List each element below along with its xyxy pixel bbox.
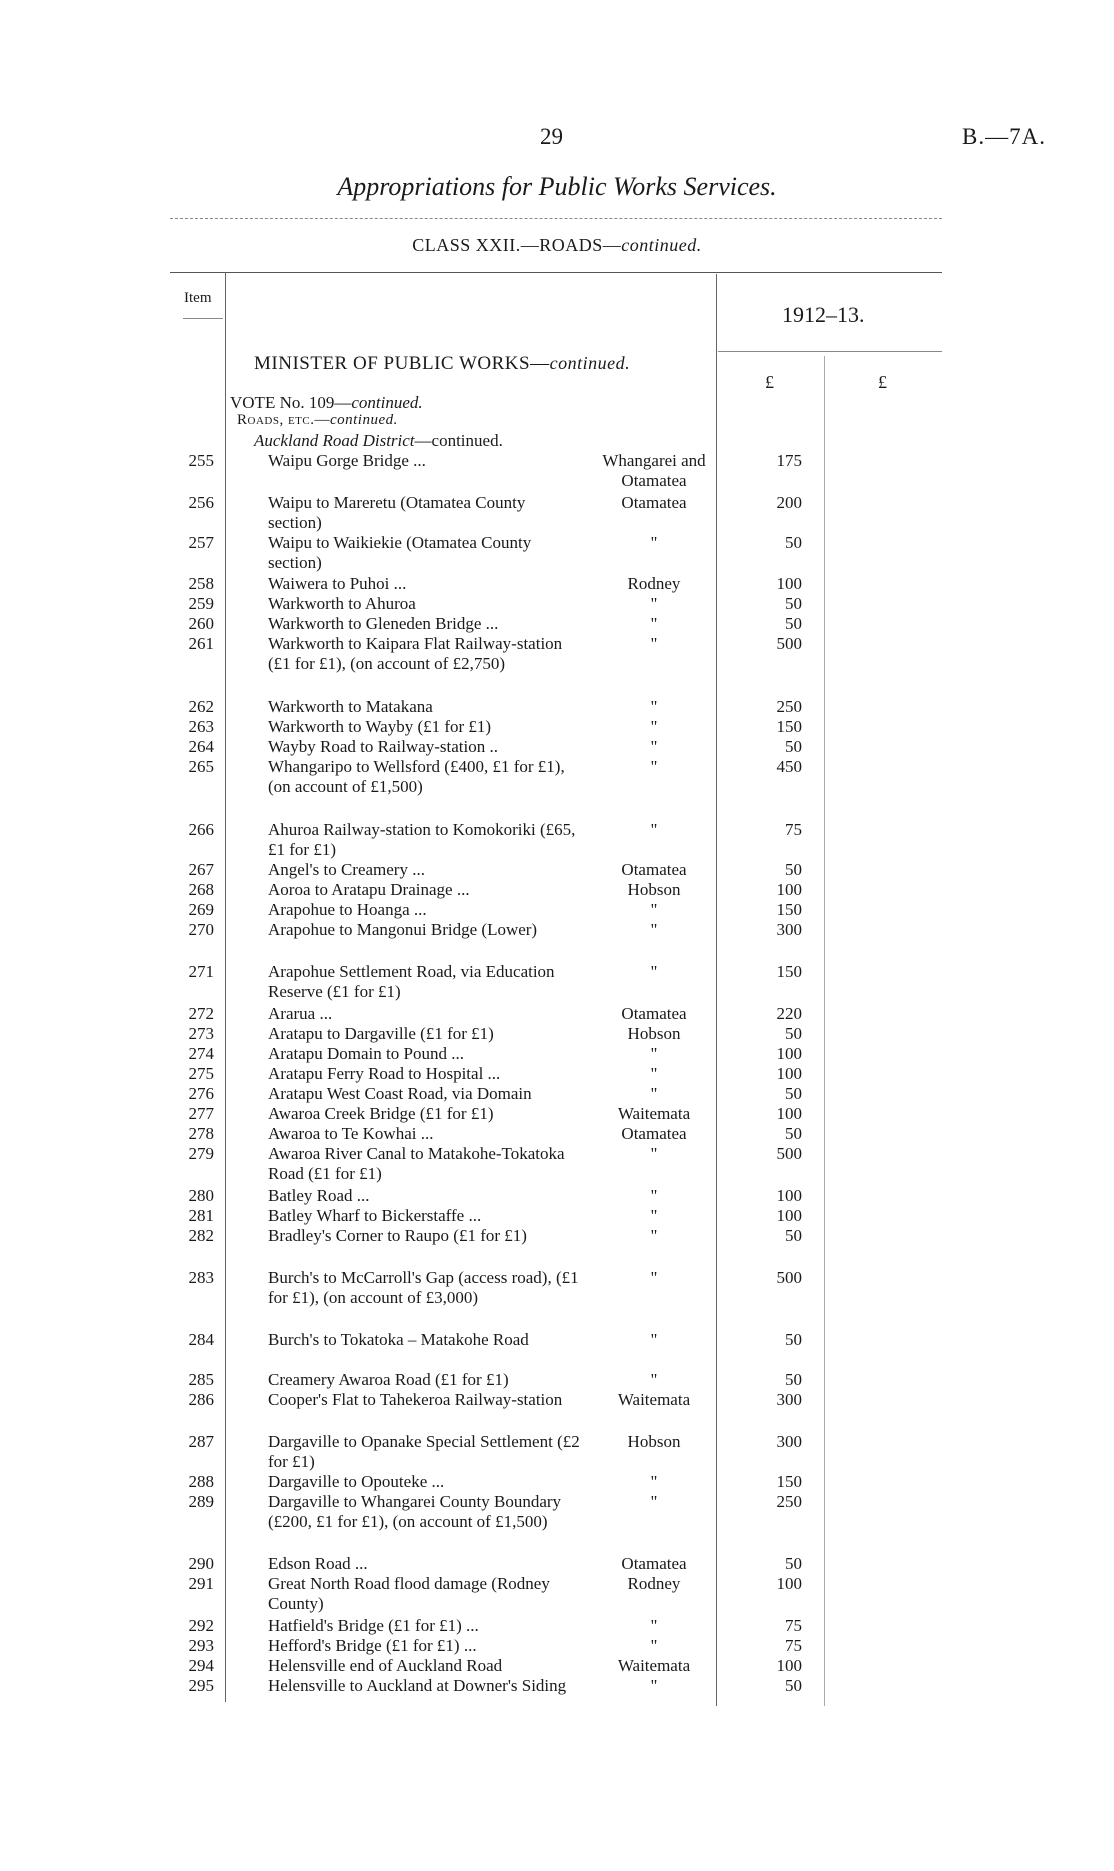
item-number: 264	[188, 737, 214, 756]
road-description: Warkworth to Kaipara Flat Railway-station (£1 for £1), (on account of £2,750)	[268, 634, 563, 673]
amount-value: 100	[776, 1104, 802, 1123]
year-column-header: 1912–13.	[782, 302, 865, 327]
amount-value: 50	[785, 1370, 802, 1389]
amount-value: 300	[776, 1390, 802, 1409]
road-description: Aratapu to Dargaville (£1 for £1)	[268, 1024, 494, 1043]
amount-value: 75	[785, 820, 802, 839]
item-column-header: Item	[184, 290, 212, 306]
item-header-rule	[183, 318, 223, 319]
item-number: 275	[188, 1064, 214, 1083]
page-number: 29	[540, 124, 563, 149]
county-name: Waitemata	[617, 1104, 691, 1123]
county-name: "	[650, 717, 658, 736]
title-divider	[170, 218, 942, 219]
amount-value: 150	[776, 1472, 802, 1491]
amount-value: 100	[776, 1206, 802, 1225]
road-description: Awaroa Creek Bridge (£1 for £1)	[268, 1104, 494, 1123]
county-name: Otamatea	[621, 1004, 687, 1023]
amount-value: 100	[776, 574, 802, 593]
amount-value: 100	[776, 880, 802, 899]
item-number: 274	[188, 1044, 214, 1063]
amount-value: 300	[776, 1432, 802, 1451]
minister-heading: MINISTER OF PUBLIC WORKS—continued.	[254, 353, 631, 374]
road-description: Waipu to Mareretu (Otamatea County section)	[268, 493, 526, 532]
page-title: Appropriations for Public Works Services.	[337, 172, 777, 201]
county-name: "	[650, 697, 658, 716]
item-number: 293	[188, 1636, 214, 1655]
amount-column-divider	[716, 274, 717, 1706]
item-number: 288	[188, 1472, 214, 1491]
item-number: 289	[188, 1492, 214, 1511]
item-number: 272	[188, 1004, 214, 1023]
county-name: Rodney	[627, 574, 681, 593]
county-name: "	[650, 962, 658, 981]
road-description: Bradley's Corner to Raupo (£1 for £1)	[268, 1226, 527, 1245]
document-reference: B.—7A.	[962, 124, 1046, 149]
amount-value: 100	[776, 1044, 802, 1063]
amount-value: 50	[785, 1226, 802, 1245]
road-description: Arapohue Settlement Road, via Education Reserve (£1 for £1)	[268, 962, 555, 1001]
amount-value: 50	[785, 594, 802, 613]
road-description: Warkworth to Ahuroa	[268, 594, 416, 613]
road-description: Wayby Road to Railway-station ..	[268, 737, 498, 756]
county-name: "	[650, 533, 658, 552]
amount-value: 250	[776, 1492, 802, 1511]
item-number: 277	[188, 1104, 214, 1123]
road-description: Burch's to Tokatoka – Matakohe Road	[268, 1330, 529, 1349]
item-number: 281	[188, 1206, 214, 1225]
road-description: Aratapu Ferry Road to Hospital ...	[268, 1064, 501, 1083]
roads-heading: Roads, etc.—continued.	[237, 412, 398, 428]
road-description: Awaroa River Canal to Matakohe-Tokatoka Road (£1 for £1)	[268, 1144, 565, 1183]
amount-value: 50	[785, 1330, 802, 1349]
amount-value: 50	[785, 1084, 802, 1103]
amount-value: 50	[785, 1124, 802, 1143]
currency-symbol-1: £	[765, 372, 774, 392]
item-number: 269	[188, 900, 214, 919]
amount-value: 175	[776, 451, 802, 470]
amount-value: 250	[776, 697, 802, 716]
item-number: 283	[188, 1268, 214, 1287]
road-description: Waipu Gorge Bridge ...	[268, 451, 426, 470]
county-name: "	[650, 820, 658, 839]
table-top-rule	[170, 272, 942, 273]
county-name: Waitemata	[617, 1656, 691, 1675]
amount-value: 150	[776, 900, 802, 919]
item-number: 270	[188, 920, 214, 939]
item-number: 285	[188, 1370, 214, 1389]
road-description: Helensville to Auckland at Downer's Siding	[268, 1676, 567, 1695]
item-number: 290	[188, 1554, 214, 1573]
road-description: Batley Wharf to Bickerstaffe ...	[268, 1206, 482, 1225]
year-header-rule	[718, 351, 942, 352]
amount-value: 100	[776, 1064, 802, 1083]
item-number: 287	[188, 1432, 214, 1451]
district-heading: Auckland Road District—continued.	[254, 431, 503, 450]
item-number: 268	[188, 880, 214, 899]
item-number: 271	[188, 962, 214, 981]
item-column-divider	[225, 272, 226, 1702]
county-name: "	[650, 1064, 658, 1083]
road-description: Hefford's Bridge (£1 for £1) ...	[268, 1636, 477, 1655]
county-name: "	[650, 1268, 658, 1287]
road-description: Waipu to Waikiekie (Otamatea County section)	[268, 533, 532, 572]
county-name: Rodney	[627, 1574, 681, 1593]
road-description: Waiwera to Puhoi ...	[268, 574, 407, 593]
county-name: Otamatea	[621, 1124, 687, 1143]
county-name: "	[650, 737, 658, 756]
county-name: Hobson	[627, 1432, 681, 1451]
amount-value: 220	[776, 1004, 802, 1023]
road-description: Great North Road flood damage (Rodney County)	[268, 1574, 550, 1613]
vote-heading: VOTE No. 109—continued.	[230, 393, 423, 412]
road-description: Creamery Awaroa Road (£1 for £1)	[268, 1370, 509, 1389]
road-description: Dargaville to Whangarei County Boundary (£200, £1 for £1), (on account of £1,500)	[268, 1492, 562, 1531]
amount-value: 50	[785, 533, 802, 552]
amount-subcolumn-divider	[824, 356, 825, 1706]
road-description: Edson Road ...	[268, 1554, 368, 1573]
amount-value: 75	[785, 1636, 802, 1655]
county-name: "	[650, 1186, 658, 1205]
road-description: Aratapu Domain to Pound ...	[268, 1044, 464, 1063]
amount-value: 50	[785, 1554, 802, 1573]
amount-value: 100	[776, 1656, 802, 1675]
county-name: Hobson	[627, 1024, 681, 1043]
item-number: 266	[188, 820, 214, 839]
road-description: Whangaripo to Wellsford (£400, £1 for £1), (on account of £1,500)	[268, 757, 565, 796]
county-name: "	[650, 1370, 658, 1389]
county-name: "	[650, 900, 658, 919]
amount-value: 50	[785, 860, 802, 879]
county-name: "	[650, 614, 658, 633]
county-name: "	[650, 920, 658, 939]
item-number: 258	[188, 574, 214, 593]
item-number: 256	[188, 493, 214, 512]
county-name: "	[650, 1616, 658, 1635]
item-number: 255	[188, 451, 214, 470]
item-number: 295	[188, 1676, 214, 1695]
class-heading: CLASS XXII.—ROADS—continued.	[412, 235, 702, 255]
item-number: 292	[188, 1616, 214, 1635]
item-number: 284	[188, 1330, 214, 1349]
item-number: 267	[188, 860, 214, 879]
road-description: Ararua ...	[268, 1004, 333, 1023]
county-name: "	[650, 1226, 658, 1245]
county-name: "	[650, 1330, 658, 1349]
amount-value: 450	[776, 757, 802, 776]
amount-value: 100	[776, 1186, 802, 1205]
item-number: 260	[188, 614, 214, 633]
road-description: Awaroa to Te Kowhai ...	[268, 1124, 434, 1143]
county-name: "	[650, 1676, 658, 1695]
road-description: Hatfield's Bridge (£1 for £1) ...	[268, 1616, 479, 1635]
item-number: 261	[188, 634, 214, 653]
road-description: Angel's to Creamery ...	[268, 860, 425, 879]
county-name: "	[650, 757, 658, 776]
road-description: Arapohue to Mangonui Bridge (Lower)	[268, 920, 538, 939]
item-number: 279	[188, 1144, 214, 1163]
county-name: Otamatea	[621, 1554, 687, 1573]
road-description: Warkworth to Wayby (£1 for £1)	[268, 717, 492, 736]
county-name: Waitemata	[617, 1390, 691, 1409]
item-number: 273	[188, 1024, 214, 1043]
amount-value: 75	[785, 1616, 802, 1635]
amount-value: 500	[776, 634, 802, 653]
county-name: "	[650, 1492, 658, 1511]
county-name: "	[650, 1206, 658, 1225]
item-number: 257	[188, 533, 214, 552]
road-description: Cooper's Flat to Tahekeroa Railway-station	[268, 1390, 563, 1409]
amount-value: 150	[776, 717, 802, 736]
road-description: Dargaville to Opanake Special Settlement (£2 for £1)	[268, 1432, 580, 1471]
county-name: "	[650, 1084, 658, 1103]
item-number: 291	[188, 1574, 214, 1593]
road-description: Aoroa to Aratapu Drainage ...	[268, 880, 470, 899]
amount-value: 50	[785, 1024, 802, 1043]
amount-value: 500	[776, 1144, 802, 1163]
county-name: Whangarei and Otamatea	[602, 451, 706, 490]
amount-value: 100	[776, 1574, 802, 1593]
item-number: 278	[188, 1124, 214, 1143]
item-number: 262	[188, 697, 214, 716]
county-name: "	[650, 634, 658, 653]
county-name: "	[650, 1144, 658, 1163]
county-name: "	[650, 1472, 658, 1491]
road-description: Helensville end of Auckland Road	[268, 1656, 503, 1675]
item-number: 294	[188, 1656, 214, 1675]
road-description: Aratapu West Coast Road, via Domain	[268, 1084, 532, 1103]
road-description: Warkworth to Matakana	[268, 697, 433, 716]
road-description: Dargaville to Opouteke ...	[268, 1472, 445, 1491]
county-name: Otamatea	[621, 493, 687, 512]
item-number: 263	[188, 717, 214, 736]
item-number: 280	[188, 1186, 214, 1205]
amount-value: 50	[785, 737, 802, 756]
item-number: 282	[188, 1226, 214, 1245]
road-description: Batley Road ...	[268, 1186, 370, 1205]
amount-value: 50	[785, 1676, 802, 1695]
county-name: "	[650, 1636, 658, 1655]
item-number: 286	[188, 1390, 214, 1409]
amount-value: 500	[776, 1268, 802, 1287]
amount-value: 50	[785, 614, 802, 633]
county-name: Hobson	[627, 880, 681, 899]
road-description: Warkworth to Gleneden Bridge ...	[268, 614, 499, 633]
item-number: 265	[188, 757, 214, 776]
county-name: "	[650, 1044, 658, 1063]
item-number: 259	[188, 594, 214, 613]
item-number: 276	[188, 1084, 214, 1103]
road-description: Ahuroa Railway-station to Komokoriki (£65, £1 for £1)	[268, 820, 576, 859]
county-name: Otamatea	[621, 860, 687, 879]
county-name: "	[650, 594, 658, 613]
road-description: Burch's to McCarroll's Gap (access road), (£1 for £1), (on account of £3,000)	[268, 1268, 579, 1307]
road-description: Arapohue to Hoanga ...	[268, 900, 427, 919]
amount-value: 150	[776, 962, 802, 981]
amount-value: 200	[776, 493, 802, 512]
amount-value: 300	[776, 920, 802, 939]
currency-symbol-2: £	[878, 372, 887, 392]
